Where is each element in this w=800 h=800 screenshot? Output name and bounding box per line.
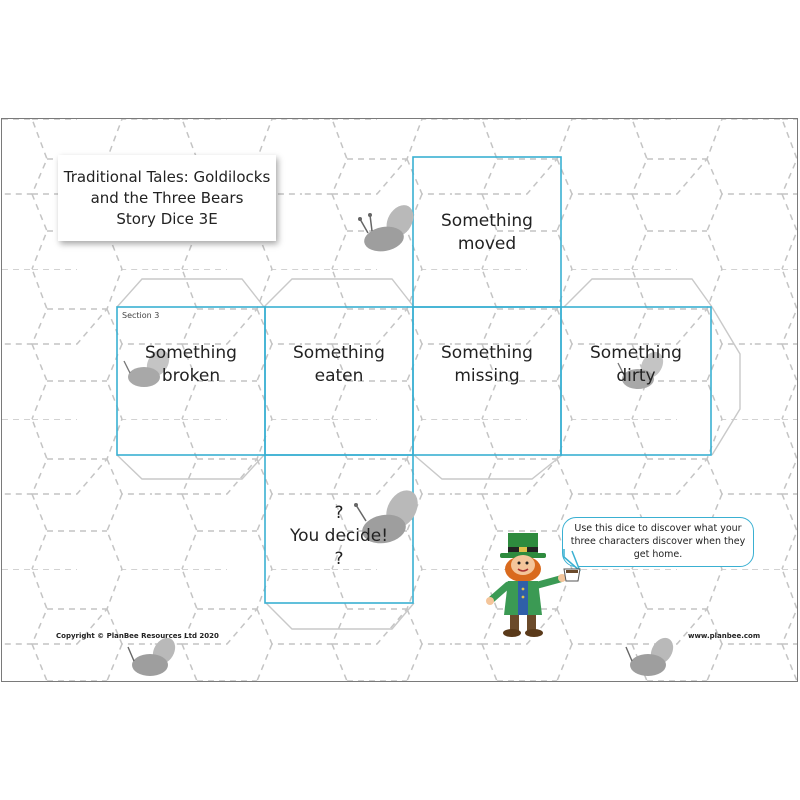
bee-icon [620,635,684,681]
copyright-text: Copyright © PlanBee Resources Ltd 2020 [56,632,219,640]
title-line-1: Traditional Tales: Goldilocks [63,167,271,186]
face-top [413,159,561,307]
face-left-line2: broken [161,366,221,386]
title-line-2: and the Three Bears [90,188,244,207]
face-bottom-line1: ? [334,502,344,523]
face-middle-left [265,291,413,439]
leprechaun-character [484,529,584,641]
face-middle-right-line1: Something [441,343,533,363]
face-top-line1: Something [441,211,533,231]
face-middle-right-line2: missing [454,366,520,386]
face-top-line2: moved [457,234,517,254]
face-middle-left-line1: Something [293,343,385,363]
website-link[interactable]: www.planbee.com [688,632,761,640]
speech-bubble: Use this dice to discover what your three characters discover when they get home. [562,517,754,567]
face-middle-left-line2: eaten [314,366,364,386]
face-bottom [265,462,413,610]
face-left-line1: Something [145,343,237,363]
section-label: Section 3 [122,311,160,320]
face-right-line2: dirty [616,366,656,386]
bee-icon [122,635,186,681]
face-right-line1: Something [590,343,682,363]
teacup-icon [564,569,580,581]
face-left [117,291,265,439]
face-right [561,291,711,439]
face-bottom-line2: You decide! [289,525,389,546]
worksheet-page [1,118,798,682]
face-middle-right [413,291,561,439]
title-card [58,155,276,241]
face-bottom-line3: ? [334,548,344,569]
title-line-3: Story Dice 3E [116,209,218,228]
